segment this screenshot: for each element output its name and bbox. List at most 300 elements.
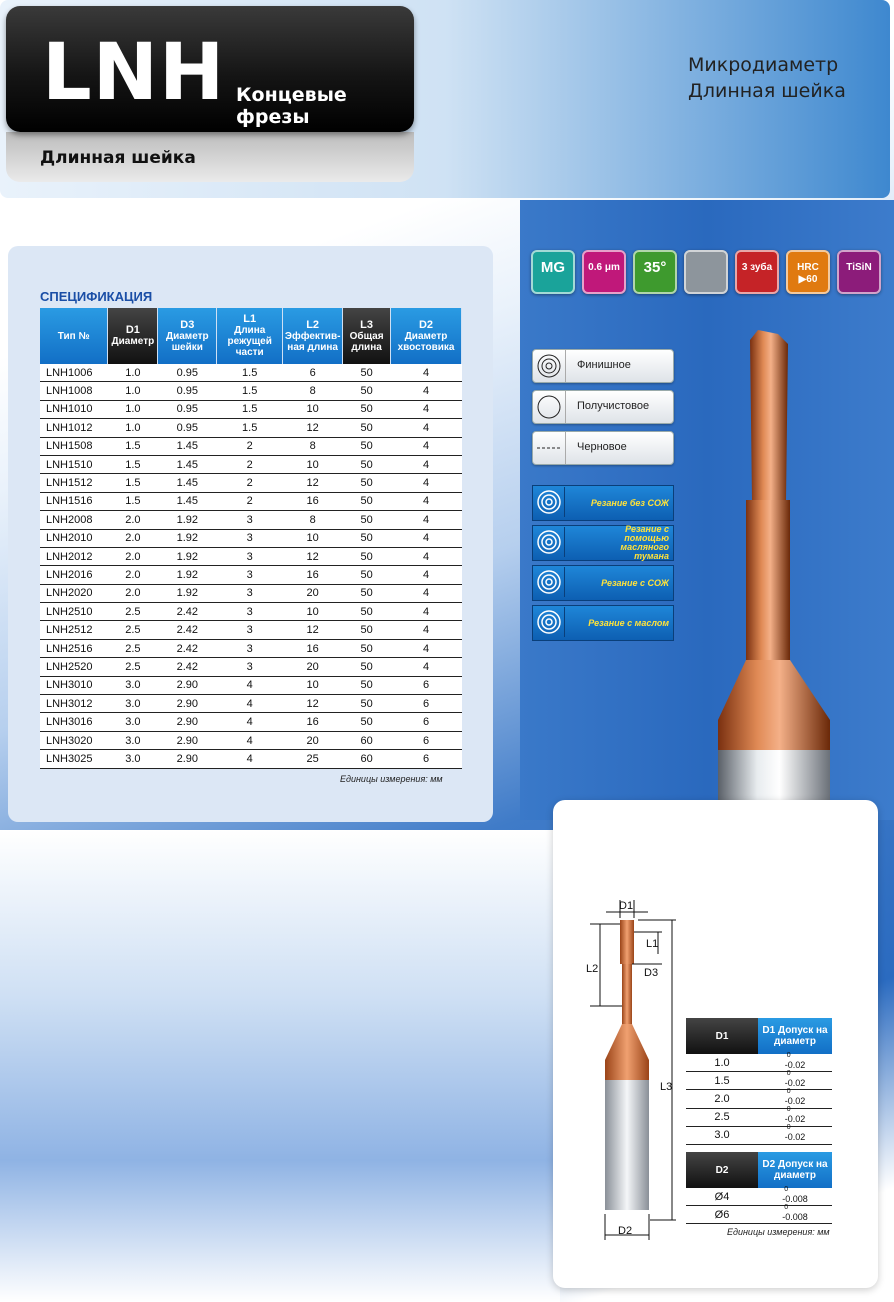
tool-tip (750, 330, 788, 500)
tol-value (784, 1106, 806, 1125)
tol-size-cell: Ø4 (686, 1188, 758, 1206)
table-cell: 25 (283, 750, 343, 768)
table-cell: 1.5 (217, 419, 283, 437)
table-row (40, 639, 462, 657)
table-cell: 12 (283, 695, 343, 713)
tol-lower: -0.02 (784, 1095, 806, 1106)
table-cell: 16 (283, 566, 343, 584)
table-cell: 50 (343, 492, 391, 510)
table-cell: 0.95 (158, 382, 217, 400)
mode-triple-circle (532, 349, 674, 383)
tol-lower: -0.02 (784, 1132, 806, 1143)
light-background (0, 830, 560, 1302)
micron-icon-text: 0.6 μm (588, 262, 620, 273)
table-row (686, 1054, 832, 1072)
tol-value (784, 1124, 806, 1143)
table-cell: 12 (283, 419, 343, 437)
table-row (40, 603, 462, 621)
table-row (40, 474, 462, 492)
table-cell: 50 (343, 584, 391, 602)
table-row (40, 364, 462, 382)
table-cell: 1.0 (108, 364, 158, 382)
table-row (686, 1206, 832, 1224)
table-row (40, 511, 462, 529)
table-cell: 50 (343, 382, 391, 400)
header-right-title (688, 52, 846, 104)
table-cell: 3 (217, 639, 283, 657)
table-cell: 3.0 (108, 695, 158, 713)
spec-header-row (40, 308, 462, 364)
header-right-line2: Длинная шейка (688, 80, 846, 102)
tisin-icon (837, 250, 881, 294)
table-cell: 1.5 (217, 364, 283, 382)
table-cell: 4 (391, 364, 462, 382)
square-end-icon (684, 250, 728, 294)
table-cell: 16 (283, 492, 343, 510)
item-code-cell: LNH2516 (40, 639, 108, 657)
table-row (40, 750, 462, 768)
spec-col-header (217, 308, 283, 364)
table-cell: 4 (391, 474, 462, 492)
drawing-unit-note: Единицы измерения: мм (727, 1227, 830, 1237)
spec-col-code: D2 (418, 318, 434, 331)
label-d3: D3 (644, 967, 659, 979)
table-cell: 50 (343, 621, 391, 639)
d2-tolerance-table (686, 1152, 832, 1224)
hrc-icon-text: HRC ▶60 (797, 262, 819, 285)
table-cell: 2.90 (158, 750, 217, 768)
mode-label: Черновое (577, 441, 627, 453)
table-row (40, 731, 462, 749)
spec-col-name: Диаметр шейки (165, 330, 209, 353)
table-cell: 6 (283, 364, 343, 382)
spec-col-name: Общая длина (349, 330, 384, 353)
table-cell: 2.0 (108, 511, 158, 529)
table-row (686, 1188, 832, 1206)
spec-unit-note: Единицы измерения: мм (340, 774, 443, 784)
table-cell: 3 (217, 658, 283, 676)
table-cell: 50 (343, 676, 391, 694)
table-cell: 4 (391, 419, 462, 437)
spec-title: СПЕЦИФИКАЦИЯ (40, 289, 153, 304)
table-cell: 2.90 (158, 731, 217, 749)
spec-col-name: Диаметр (111, 336, 155, 347)
item-code-cell: LNH2016 (40, 566, 108, 584)
table-row (40, 382, 462, 400)
item-code-cell: LNH1006 (40, 364, 108, 382)
tol-lower: -0.008 (782, 1211, 808, 1222)
table-cell: 1.0 (108, 419, 158, 437)
d1-tolerance-table (686, 1018, 832, 1145)
item-code-cell: LNH1008 (40, 382, 108, 400)
table-cell: 0.95 (158, 400, 217, 418)
table-cell: 3 (217, 603, 283, 621)
table-cell: 2.5 (108, 658, 158, 676)
table-row (686, 1072, 832, 1090)
spec-col-header (343, 308, 391, 364)
table-cell: 2 (217, 437, 283, 455)
table-cell: 6 (391, 731, 462, 749)
table-cell: 6 (391, 713, 462, 731)
tol-lower: -0.02 (784, 1059, 806, 1070)
tool-neck (746, 500, 790, 660)
cooling-label-text: Резание с СОЖ (601, 577, 669, 588)
table-cell: 10 (283, 603, 343, 621)
item-code-cell: LNH2520 (40, 658, 108, 676)
spec-col-name: Диаметр хвостовика (397, 330, 455, 353)
tol-value-cell (758, 1126, 832, 1144)
table-cell: 8 (283, 511, 343, 529)
table-cell: 50 (343, 547, 391, 565)
coolant-cutting-badge (532, 565, 674, 601)
table-row (40, 713, 462, 731)
drawing-neck (622, 964, 632, 1024)
table-cell: 3 (217, 529, 283, 547)
item-code-cell: LNH1508 (40, 437, 108, 455)
table-cell: 2 (217, 455, 283, 473)
table-cell: 1.0 (108, 382, 158, 400)
table-cell: 3.0 (108, 731, 158, 749)
table-cell: 3 (217, 566, 283, 584)
table-cell: 2.42 (158, 639, 217, 657)
label-l2: L2 (586, 963, 599, 975)
table-cell: 3.0 (108, 676, 158, 694)
table-cell: 2.5 (108, 639, 158, 657)
tol-upper: 0 (784, 1185, 789, 1193)
item-code-cell: LNH1510 (40, 455, 108, 473)
label-d1: D1 (619, 900, 634, 912)
cooling-label-text: Резание с помощью масляного тумана (620, 524, 669, 561)
cooling-label-text: Резание с маслом (588, 617, 669, 628)
table-cell: 50 (343, 419, 391, 437)
table-cell: 1.92 (158, 529, 217, 547)
dashes-icon (533, 432, 566, 464)
table-cell: 4 (391, 547, 462, 565)
tol-value-cell (758, 1185, 832, 1206)
label-d2: D2 (618, 1225, 633, 1237)
table-cell: 1.5 (217, 382, 283, 400)
table-cell: 4 (391, 603, 462, 621)
spec-col-code: D3 (180, 318, 195, 331)
mode-dashes (532, 431, 674, 465)
tol-upper: 0 (784, 1203, 789, 1211)
table-cell: 4 (391, 658, 462, 676)
table-row (40, 584, 462, 602)
table-cell: 12 (283, 474, 343, 492)
spec-col-header (391, 308, 462, 364)
triple-circle-icon (533, 350, 566, 382)
table-cell: 50 (343, 529, 391, 547)
table-cell: 3 (217, 584, 283, 602)
table-cell: 2.0 (108, 566, 158, 584)
item-code-cell: LNH1516 (40, 492, 108, 510)
spec-col-code: D1 (125, 324, 140, 336)
item-code-cell: LNH3025 (40, 750, 108, 768)
table-row (40, 621, 462, 639)
cooling-label (588, 606, 669, 640)
table-cell: 12 (283, 621, 343, 639)
table-row (40, 695, 462, 713)
tol-size-cell: 1.0 (686, 1054, 758, 1072)
drawing-taper (605, 1024, 649, 1080)
table-cell: 20 (283, 658, 343, 676)
header-right-line1: Микродиаметр (688, 54, 839, 76)
oil-cutting-badge (532, 605, 674, 641)
table-cell: 4 (391, 455, 462, 473)
table-cell: 2.42 (158, 621, 217, 639)
cooling-label (591, 486, 669, 520)
table-cell: 2.90 (158, 713, 217, 731)
table-cell: 2.42 (158, 603, 217, 621)
table-cell: 50 (343, 639, 391, 657)
drawing-shank (605, 1080, 649, 1210)
table-cell: 4 (391, 529, 462, 547)
tol-size-cell: Ø6 (686, 1206, 758, 1224)
table-cell: 50 (343, 511, 391, 529)
tool-taper (718, 660, 830, 750)
item-code-cell: LNH1010 (40, 400, 108, 418)
spec-col-header (283, 308, 343, 364)
table-cell: 2.5 (108, 621, 158, 639)
table-row (40, 400, 462, 418)
table-cell: 1.45 (158, 437, 217, 455)
tol-lower: -0.008 (782, 1193, 808, 1204)
table-cell: 8 (283, 437, 343, 455)
table-cell: 4 (391, 566, 462, 584)
table-cell: 2.0 (108, 547, 158, 565)
spec-col-code: L2 (306, 318, 320, 331)
table-cell: 3.0 (108, 750, 158, 768)
spec-col-name: Тип № (57, 330, 90, 342)
tol-value-cell (758, 1051, 832, 1072)
table-cell: 2.5 (108, 603, 158, 621)
table-cell: 8 (283, 382, 343, 400)
target-icon (534, 607, 565, 637)
item-code-cell: LNH1012 (40, 419, 108, 437)
target-icon (534, 567, 565, 597)
tol-size-cell: 1.5 (686, 1072, 758, 1090)
table-cell: 10 (283, 400, 343, 418)
table-cell: 1.45 (158, 474, 217, 492)
table-cell: 2.90 (158, 676, 217, 694)
table-cell: 1.92 (158, 584, 217, 602)
table-cell: 4 (391, 621, 462, 639)
tol-value-cell (758, 1069, 832, 1090)
table-cell: 1.5 (108, 437, 158, 455)
drawing-tip (620, 920, 634, 964)
table-cell: 16 (283, 639, 343, 657)
spec-col-header (158, 308, 217, 364)
target-icon (534, 527, 565, 557)
table-cell: 2.0 (108, 584, 158, 602)
table-cell: 1.45 (158, 455, 217, 473)
item-code-cell: LNH3016 (40, 713, 108, 731)
three-flute-icon-text: 3 зуба (741, 262, 773, 273)
spec-col-code: L3 (360, 318, 373, 331)
mode-label: Получистовое (577, 400, 650, 412)
item-code-cell: LNH2012 (40, 547, 108, 565)
table-cell: 4 (391, 511, 462, 529)
tol-value (784, 1088, 806, 1106)
tol-value (782, 1203, 808, 1222)
helix-35-icon (633, 250, 677, 294)
item-code-cell: LNH2512 (40, 621, 108, 639)
table-cell: 20 (283, 584, 343, 602)
cooling-label-text: Резание без СОЖ (590, 497, 669, 508)
table-cell: 50 (343, 437, 391, 455)
table-cell: 10 (283, 676, 343, 694)
spec-col-name: Длина режущей части (227, 325, 272, 358)
table-cell: 60 (343, 731, 391, 749)
table-cell: 3 (217, 621, 283, 639)
item-code-cell: LNH2510 (40, 603, 108, 621)
table-cell: 4 (391, 382, 462, 400)
item-code-cell: LNH2010 (40, 529, 108, 547)
single-circle-icon (533, 391, 566, 423)
table-cell: 1.92 (158, 511, 217, 529)
tol-upper: 0 (786, 1088, 791, 1096)
table-cell: 2.0 (108, 529, 158, 547)
spec-col-header (108, 308, 158, 364)
table-cell: 4 (217, 695, 283, 713)
table-cell: 1.5 (108, 492, 158, 510)
item-code-cell: LNH3010 (40, 676, 108, 694)
mg-icon-text: MG (540, 259, 566, 276)
tol-upper: 0 (786, 1051, 791, 1059)
table-cell: 0.95 (158, 419, 217, 437)
target-icon (534, 487, 565, 517)
cooling-label (605, 526, 669, 560)
table-cell: 1.5 (217, 400, 283, 418)
tol-value (784, 1051, 806, 1070)
table-row (40, 676, 462, 694)
label-l1: L1 (646, 938, 659, 950)
table-cell: 50 (343, 400, 391, 418)
item-code-cell: LNH2020 (40, 584, 108, 602)
table-cell: 50 (343, 713, 391, 731)
table-cell: 6 (391, 695, 462, 713)
tol-size-cell: 3.0 (686, 1126, 758, 1144)
table-cell: 4 (217, 676, 283, 694)
table-cell: 4 (391, 639, 462, 657)
table-cell: 4 (391, 437, 462, 455)
table-cell: 1.0 (108, 400, 158, 418)
item-code-cell: LNH2008 (40, 511, 108, 529)
table-cell: 12 (283, 547, 343, 565)
table-row (40, 419, 462, 437)
table-cell: 50 (343, 566, 391, 584)
tol-upper: 0 (786, 1106, 791, 1114)
table-cell: 60 (343, 750, 391, 768)
mist-cutting-badge (532, 525, 674, 561)
table-cell: 6 (391, 750, 462, 768)
table-cell: 2 (217, 474, 283, 492)
d1-tol-header-tol: D1 Допуск на диаметр (758, 1018, 832, 1054)
table-row (40, 492, 462, 510)
table-cell: 4 (217, 731, 283, 749)
micron-icon (582, 250, 626, 294)
tol-value-cell (758, 1108, 832, 1126)
table-cell: 1.5 (108, 474, 158, 492)
tol-upper: 0 (786, 1069, 791, 1077)
table-cell: 2.42 (158, 658, 217, 676)
table-cell: 50 (343, 658, 391, 676)
spec-body (40, 364, 462, 768)
tol-value (784, 1069, 806, 1088)
table-cell: 3.0 (108, 713, 158, 731)
series-subtitle: Длинная шейка (40, 148, 196, 168)
table-row (40, 566, 462, 584)
table-row (40, 529, 462, 547)
table-cell: 10 (283, 529, 343, 547)
tisin-icon-text: TiSiN (846, 262, 872, 273)
table-cell: 3 (217, 547, 283, 565)
tol-value (782, 1185, 808, 1204)
table-row (40, 455, 462, 473)
table-cell: 1.5 (108, 455, 158, 473)
dimension-drawing (580, 890, 690, 1250)
spec-col-code: L1 (243, 313, 257, 325)
table-cell: 6 (391, 676, 462, 694)
table-cell: 1.45 (158, 492, 217, 510)
table-cell: 16 (283, 713, 343, 731)
table-cell: 2 (217, 492, 283, 510)
table-cell: 4 (391, 492, 462, 510)
table-cell: 1.92 (158, 566, 217, 584)
table-cell: 50 (343, 603, 391, 621)
table-cell: 50 (343, 474, 391, 492)
mg-icon (531, 250, 575, 294)
table-row (686, 1108, 832, 1126)
spec-col-header (40, 308, 108, 364)
table-row (40, 547, 462, 565)
square-end-icon-text (684, 250, 728, 262)
table-cell: 0.95 (158, 364, 217, 382)
item-code-cell: LNH3020 (40, 731, 108, 749)
tol-size-cell: 2.5 (686, 1108, 758, 1126)
table-row (40, 658, 462, 676)
tol-size-cell: 2.0 (686, 1090, 758, 1108)
tol-upper: 0 (786, 1124, 791, 1132)
table-cell: 50 (343, 695, 391, 713)
logo: LNH (42, 28, 226, 118)
logo-box (6, 6, 414, 132)
spec-col-name: Эффектив-ная длина (284, 330, 341, 353)
table-cell: 50 (343, 455, 391, 473)
item-code-cell: LNH3012 (40, 695, 108, 713)
helix-35-icon-text: 35° (643, 259, 667, 276)
dry-cutting-badge (532, 485, 674, 521)
table-cell: 4 (217, 713, 283, 731)
category-title: Концевые фрезы (236, 84, 347, 128)
item-code-cell: LNH1512 (40, 474, 108, 492)
table-cell: 4 (217, 750, 283, 768)
tol-value-cell (758, 1203, 832, 1224)
table-cell: 4 (391, 584, 462, 602)
spec-table (40, 308, 462, 769)
label-l3: L3 (660, 1081, 673, 1093)
d2-tol-header-size: D2 (686, 1152, 758, 1188)
cooling-label (601, 566, 669, 600)
table-cell: 10 (283, 455, 343, 473)
table-cell: 20 (283, 731, 343, 749)
table-cell: 2.90 (158, 695, 217, 713)
mode-label: Финишное (577, 359, 631, 371)
table-row (40, 437, 462, 455)
table-row (686, 1126, 832, 1144)
mode-single-circle (532, 390, 674, 424)
tol-value-cell (758, 1090, 832, 1108)
